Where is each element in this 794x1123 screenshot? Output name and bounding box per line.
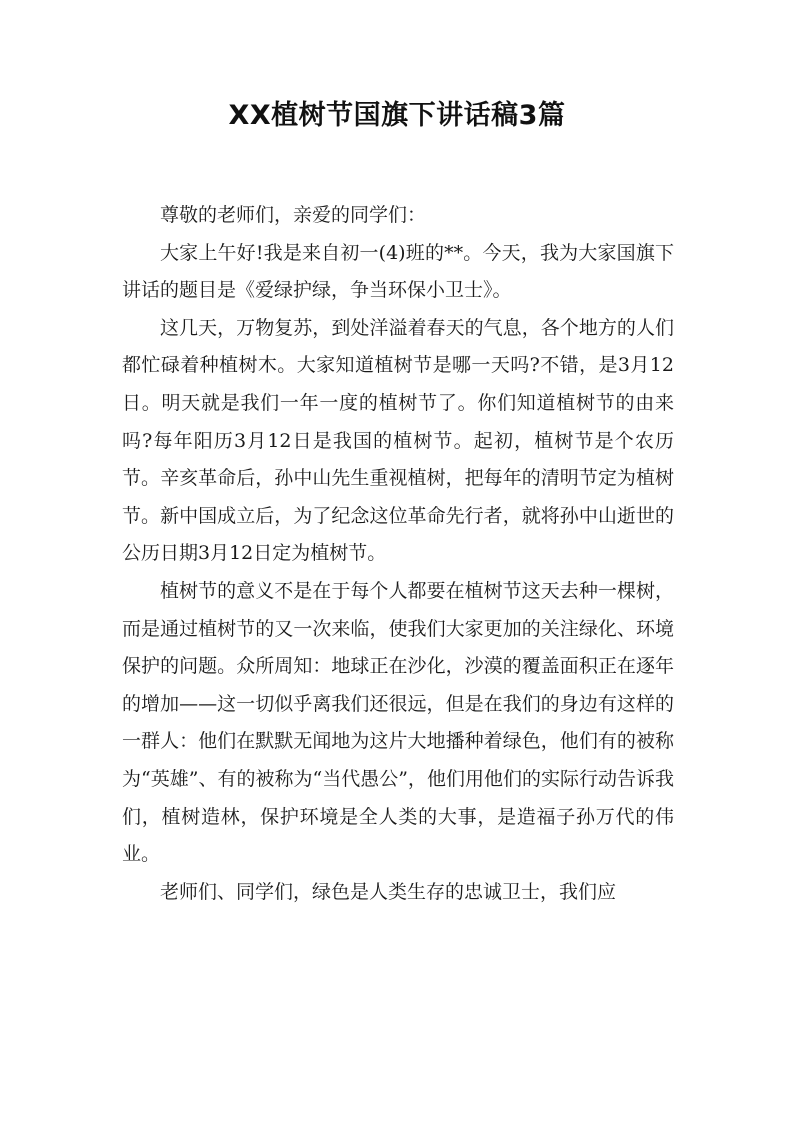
- paragraph-greeting: 尊敬的老师们，亲爱的同学们：: [160, 204, 427, 226]
- paragraph-arbor-day-origin: 这几天，万物复苏，到处洋溢着春天的气息，各个地方的人们都忙碌着种植树木。大家知道植树节是哪一天吗?不错，是3月12日。明天就是我们一年一度的植树节了。你们知道植树节的由来吗?每年阳历3月12日是我国的植树节。起初，植树节是个农历节。辛亥革命后，孙中山先生重视植树，把每年的清明节定为植树节。新中国成立后，为了纪念这位革命先行者，就将孙中山逝世的公历日期3月12日定为植树节。: [122, 316, 674, 565]
- document-title: XX植树节国旗下讲话稿3篇: [228, 100, 566, 131]
- document-body: [122, 197, 674, 911]
- paragraph-green-guardian: 老师们、同学们，绿色是人类生存的忠诚卫士，我们应: [160, 880, 617, 903]
- paragraph-introduction: 大家上午好!我是来自初一(4)班的**。今天，我为大家国旗下讲话的题目是《爱绿护绿，争当环保小卫士》。: [122, 241, 674, 302]
- paragraph-arbor-day-meaning: 植树节的意义不是在于每个人都要在植树节这天去种一棵树，而是通过植树节的又一次来临，使我们大家更加的关注绿化、环境保护的问题。众所周知：地球正在沙化，沙漠的覆盖面积正在逐年的增加——这一切似乎离我们还很远，但是在我们的身边有这样的一群人：他们在默默无闻地为这片大地播种着绿色，他们有的被称为“英雄”、有的被称为“当代愚公”，他们用他们的实际行动告诉我们，植树造林，保护环境是全人类的大事，是造福子孙万代的伟业。: [122, 579, 674, 866]
